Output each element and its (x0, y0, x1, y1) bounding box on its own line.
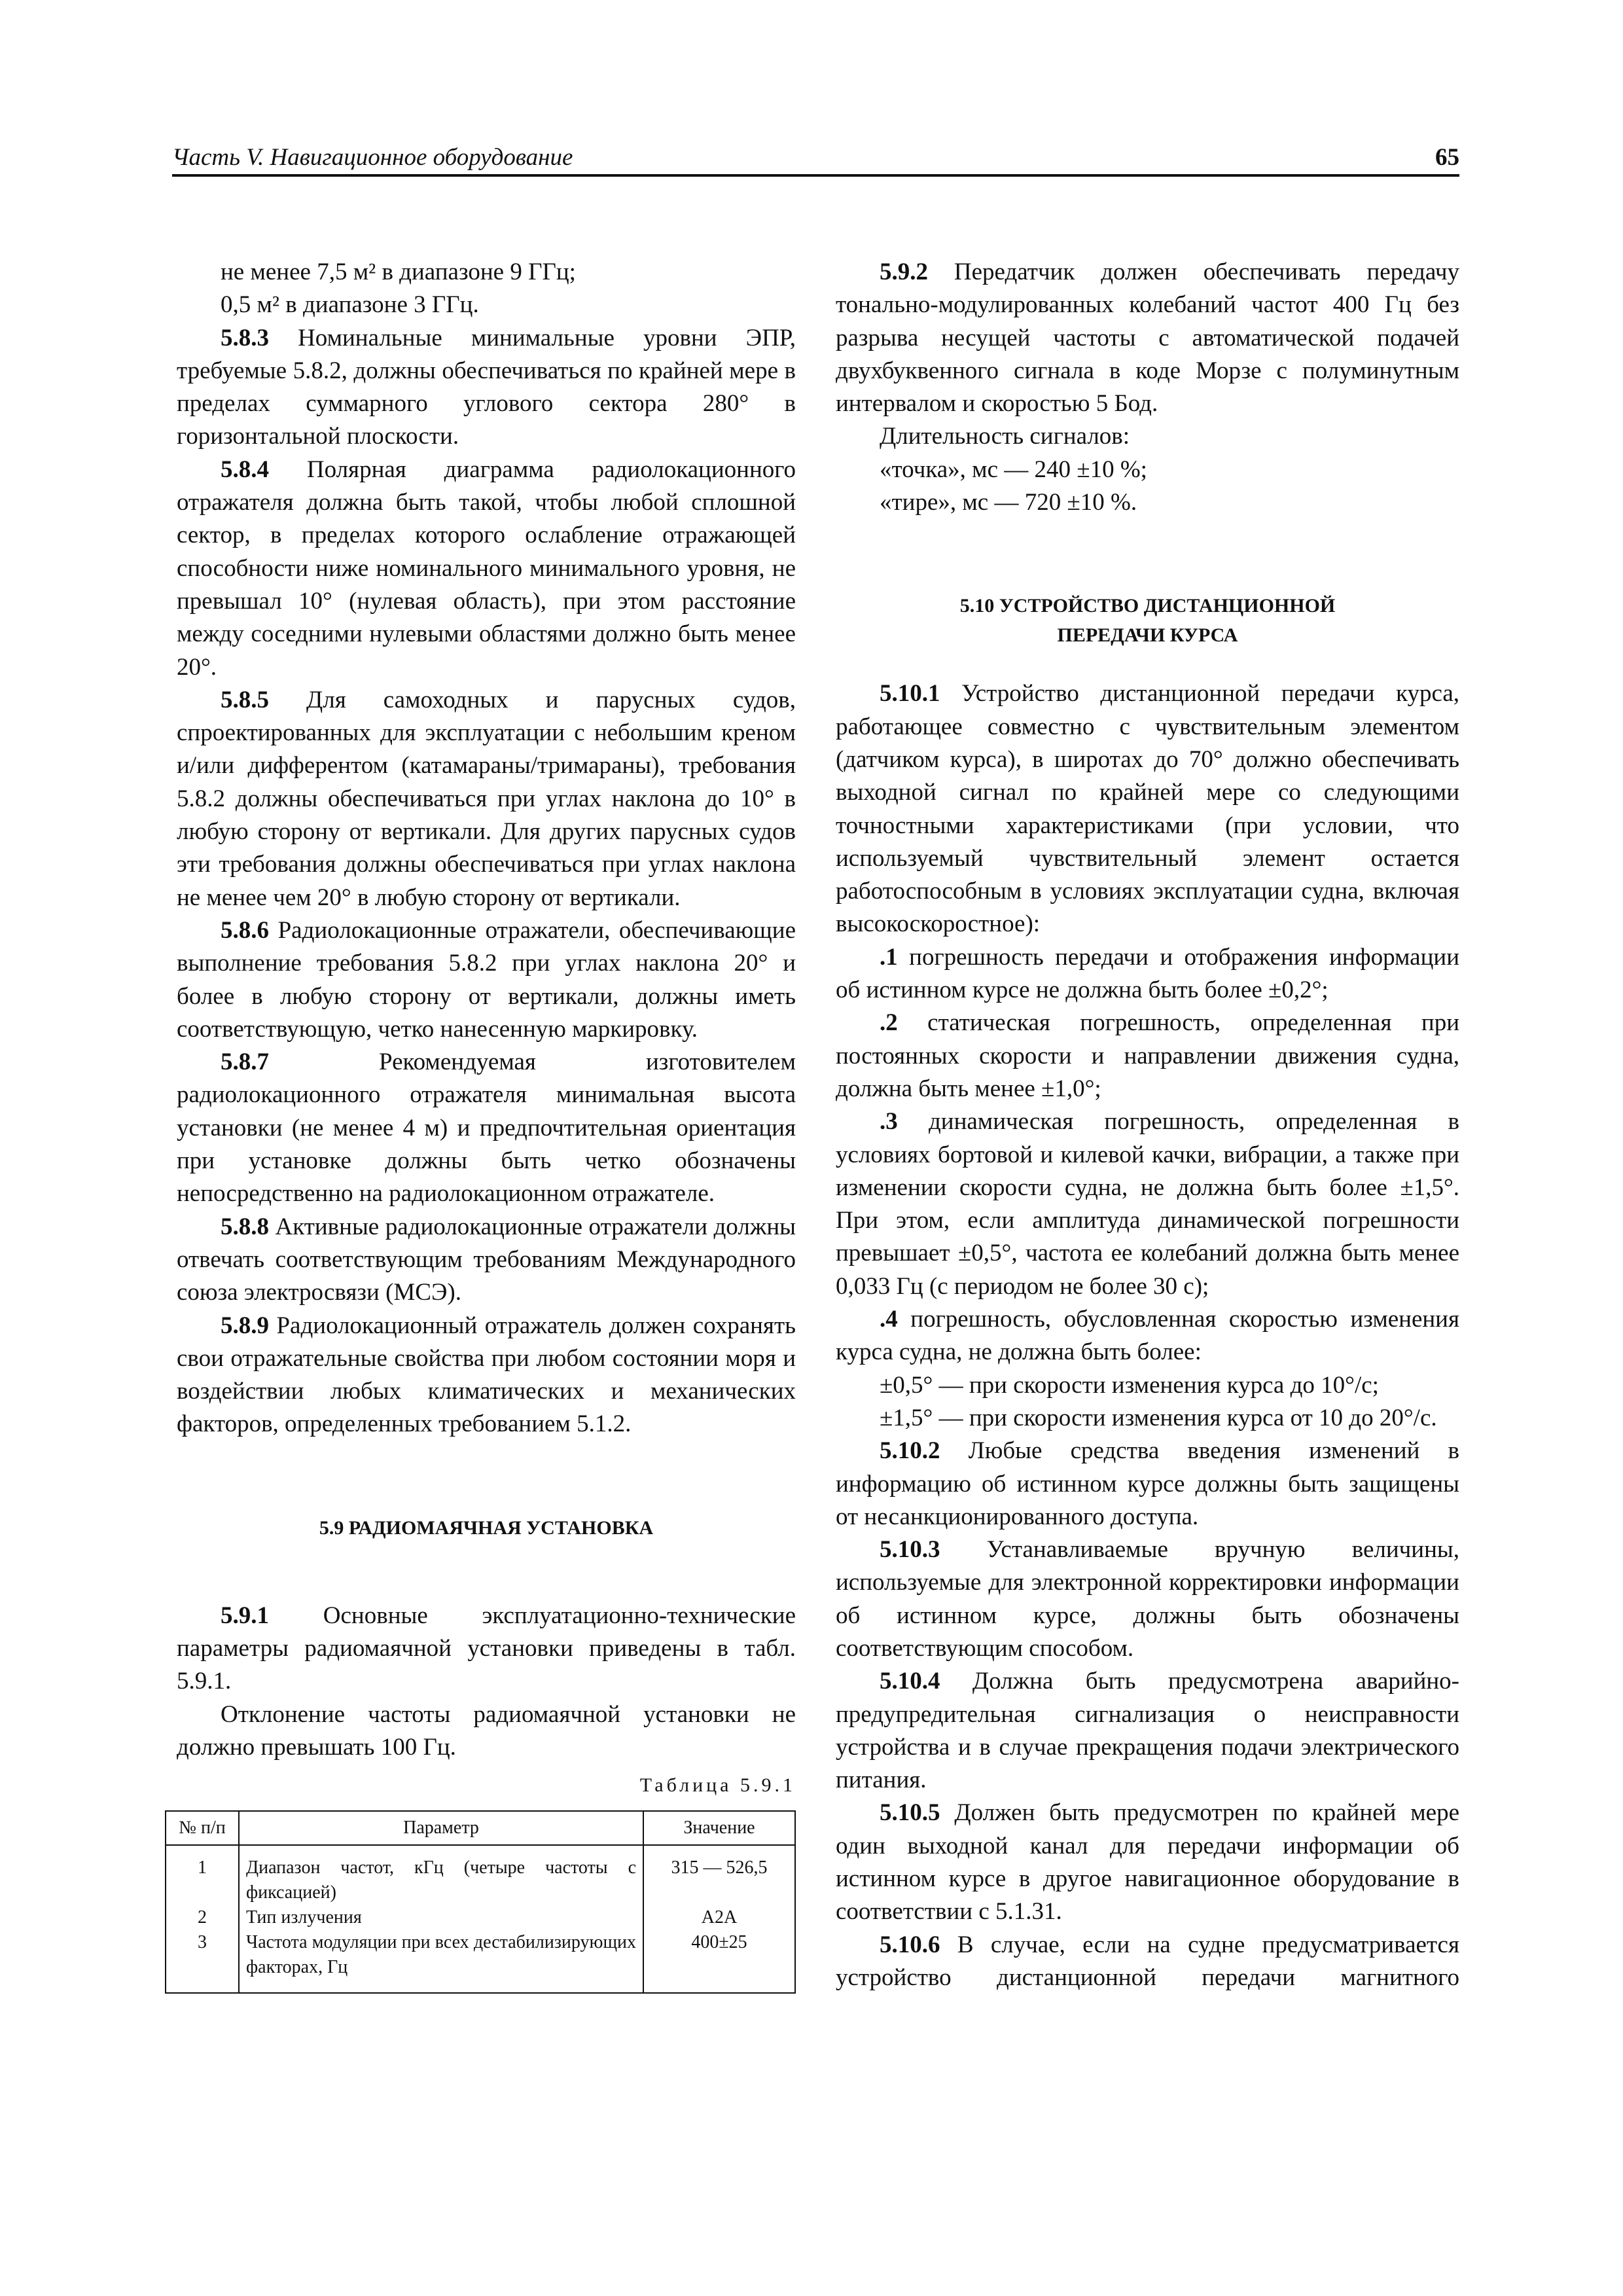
row-parameter: Диапазон частот, кГц (четыре частоты с фиксацией) (239, 1845, 643, 1905)
left-column (177, 256, 796, 1994)
paragraph-number: 5.10.1 (880, 680, 940, 708)
row-number: 1 (166, 1845, 239, 1905)
parameters-table (165, 1810, 796, 1994)
deviation-note: Отклонение частоты радиомаячной установки не должно превышать 100 Гц. (177, 1700, 796, 1761)
paragraph-text: Активные радиолокационные отражатели должны отвечать соответствующим требованиям Международного союза электросвязи (МСЭ). (177, 1213, 796, 1306)
signal-duration-dash: «тире», мс — 720 ±10 %. (880, 489, 1137, 516)
paragraph-text: В случае, если на судне предусматривается устройство дистанционной передачи магнитного (836, 1931, 1459, 1991)
item-number: .3 (880, 1108, 898, 1136)
signal-duration-dot: «точка», мс — 240 ±10 %; (880, 456, 1147, 483)
item-text: погрешность передачи и отображения информации об истинном курсе не должна быть более ±0,2°; (836, 943, 1460, 1004)
list-item (836, 1007, 1459, 1105)
page-number: 65 (1435, 144, 1459, 171)
list-item (836, 1105, 1459, 1303)
column-header-number: № п/п (166, 1811, 239, 1845)
item-text: погрешность, обусловленная скоростью изменения курса судна, не должна быть более: (836, 1306, 1460, 1366)
paragraph-text: Передатчик должен обеспечивать передачу тонально-модулированных колебаний частот 400 Гц без разрыва несущей частоты с автоматической подачей двухбуквенного сигнала в коде Морзе с полуминутным интервалом и скоростью 5 Бод. (836, 259, 1459, 418)
paragraph-text: Основные эксплуатационно-технические параметры радиомаячной установки приведены в табл. 5.9.1. (177, 1602, 796, 1695)
signal-duration-label: Длительность сигналов: (880, 423, 1130, 450)
paragraph-5-10-2 (836, 1435, 1459, 1534)
item-text: статическая погрешность, определенная при постоянных скорости и направлении движения судна, должна быть менее ±1,0°; (836, 1009, 1459, 1102)
paragraph-number: 5.8.8 (221, 1213, 269, 1240)
intro-line-2: 0,5 м² в диапазоне 3 ГГц. (221, 291, 479, 319)
paragraph-text: Рекомендуемая изготовителем радиолокационного отражателя минимальная высота установки (не менее 4 м) и предпочтительная ориентация при установке должны быть четко обозначены непосредственно на радиолокационном отражателе. (177, 1049, 796, 1208)
list-item (836, 941, 1459, 1007)
row-number: 3 (166, 1930, 239, 1993)
paragraph-5-10-3 (836, 1534, 1459, 1665)
list-item (836, 1303, 1459, 1369)
paragraph-5-9-1 (177, 1600, 796, 1698)
paragraph-5-10-6 (836, 1929, 1459, 1995)
paragraph-text: Должен быть предусмотрен по крайней мере один выходной канал для передачи информации об истинном курсе в другое навигационное оборудование в соответствии с 5.1.31. (836, 1799, 1460, 1926)
paragraph-number: 5.8.7 (221, 1049, 269, 1076)
paragraph-text: Должна быть предусмотрена аварийно-предупредительная сигнализация о неисправности устройства и в случае прекращения подачи электрического питания. (836, 1668, 1459, 1794)
paragraph-5-8-8 (177, 1211, 796, 1310)
section-heading-5-9: 5.9 РАДИОМАЯЧНАЯ УСТАНОВКА (319, 1516, 654, 1539)
row-value: A2A (643, 1905, 795, 1930)
paragraph-5-8-9 (177, 1310, 796, 1441)
running-header (172, 143, 1459, 177)
paragraph-number: 5.8.4 (221, 456, 269, 483)
paragraph-5-8-5 (177, 684, 796, 914)
item-number: .1 (880, 943, 898, 971)
paragraph-text: Радиолокационный отражатель должен сохранять свои отражательные свойства при любом состоянии моря и воздействии любых климатических и механических факторов, определенных требованием 5.1.2. (177, 1312, 796, 1438)
item-number: .2 (880, 1009, 898, 1037)
row-value: 400±25 (643, 1930, 795, 1993)
paragraph-text: Для самоходных и парусных судов, спроектированных для эксплуатации с небольшим креном и/или дифферентом (катамараны/тримараны), требования 5.8.2 должны обеспечиваться при углах наклона до 10° в любую сторону от вертикали. Для других парусных судов эти требования должны обеспечиваться при углах наклона не менее чем 20° в любую сторону от вертикали. (177, 686, 796, 911)
paragraph-5-8-3 (177, 322, 796, 454)
paragraph-number: 5.10.2 (880, 1437, 940, 1465)
paragraph-number: 5.10.5 (880, 1799, 940, 1827)
paragraph-5-10-5 (836, 1797, 1459, 1928)
table-row (166, 1845, 795, 1905)
table-row (166, 1905, 795, 1930)
row-parameter: Тип излучения (239, 1905, 643, 1930)
paragraph-5-8-4 (177, 454, 796, 684)
paragraph-5-9-2 (836, 256, 1459, 420)
item-text: динамическая погрешность, определенная в условиях бортовой и килевой качки, вибрации, а также при изменении скорости судна, не должна быть более ±1,5°. При этом, если амплитуда динамической погрешности превышает ±0,5°, частота ее колебаний должна быть менее 0,033 Гц (с периодом не более 30 с); (836, 1108, 1459, 1300)
column-header-parameter: Параметр (239, 1811, 643, 1845)
section-heading-5-10: 5.10 УСТРОЙСТВО ДИСТАНЦИОННОЙ ПЕРЕДАЧИ КУРСА (959, 595, 1336, 647)
paragraph-text: Устройство дистанционной передачи курса, работающее совместно с чувствительным элементом (датчиком курса), в широтах до 70° должно обеспечивать выходной сигнал по крайней мере со следующими точностными характеристиками (при условии, что используемый чувствительный элемент остается работоспособным в условиях эксплуатации судна, включая высокоскоростное): (836, 680, 1459, 938)
table-row (166, 1930, 795, 1993)
paragraph-number: 5.10.4 (880, 1668, 940, 1695)
paragraph-text: Номинальные минимальные уровни ЭПР, требуемые 5.8.2, должны обеспечиваться по крайней мере в пределах суммарного углового сектора 280° в горизонтальной плоскости. (177, 324, 796, 450)
paragraph-text: Радиолокационные отражатели, обеспечивающие выполнение требования 5.8.2 при углах наклона 20° и более в любую сторону от вертикали, должны иметь соответствующую, четко нанесенную маркировку. (177, 916, 796, 1043)
row-parameter: Частота модуляции при всех дестабилизирующих факторах, Гц (239, 1930, 643, 1993)
paragraph-number: 5.8.5 (221, 686, 269, 713)
paragraph-text: Устанавливаемые вручную величины, используемые для электронной корректировки информации об истинном курсе, должны быть обозначены соответствующим способом. (836, 1536, 1459, 1662)
paragraph-number: 5.8.6 (221, 916, 269, 944)
paragraph-5-8-6 (177, 914, 796, 1046)
intro-line-1: не менее 7,5 м² в диапазоне 9 ГГц; (221, 259, 576, 285)
paragraph-number: 5.9.2 (880, 259, 928, 285)
right-column (836, 256, 1459, 1994)
paragraph-number: 5.10.6 (880, 1931, 940, 1958)
paragraph-number: 5.10.3 (880, 1536, 940, 1564)
row-value: 315 — 526,5 (643, 1845, 795, 1905)
item-number: .4 (880, 1306, 898, 1333)
paragraph-number: 5.8.9 (221, 1312, 269, 1339)
rate-limit-line-1: ±0,5° — при скорости изменения курса до 10°/с; (880, 1371, 1379, 1399)
paragraph-number: 5.9.1 (221, 1602, 269, 1629)
paragraph-5-10-4 (836, 1665, 1459, 1797)
table-caption: Таблица 5.9.1 (639, 1774, 796, 1797)
paragraph-text: Полярная диаграмма радиолокационного отражателя должна быть такой, чтобы любой сплошной сектор, в пределах которого ослабление отражающей способности ниже номинального минимального уровня, не превышал 10° (нулевая область), при этом расстояние между соседними нулевыми областями должно быть менее 20°. (177, 456, 796, 681)
header-title: Часть V. Навигационное оборудование (172, 144, 573, 171)
rate-limit-line-2: ±1,5° — при скорости изменения курса от 10 до 20°/с. (880, 1404, 1437, 1431)
paragraph-5-8-7 (177, 1046, 796, 1210)
paragraph-5-10-1 (836, 677, 1459, 941)
paragraph-text: Любые средства введения изменений в информацию об истинном курсе должны быть защищены от несанкционированного доступа. (836, 1437, 1459, 1530)
column-header-value: Значение (643, 1811, 795, 1845)
row-number: 2 (166, 1905, 239, 1930)
table-header-row (166, 1811, 795, 1845)
paragraph-number: 5.8.3 (221, 324, 269, 351)
